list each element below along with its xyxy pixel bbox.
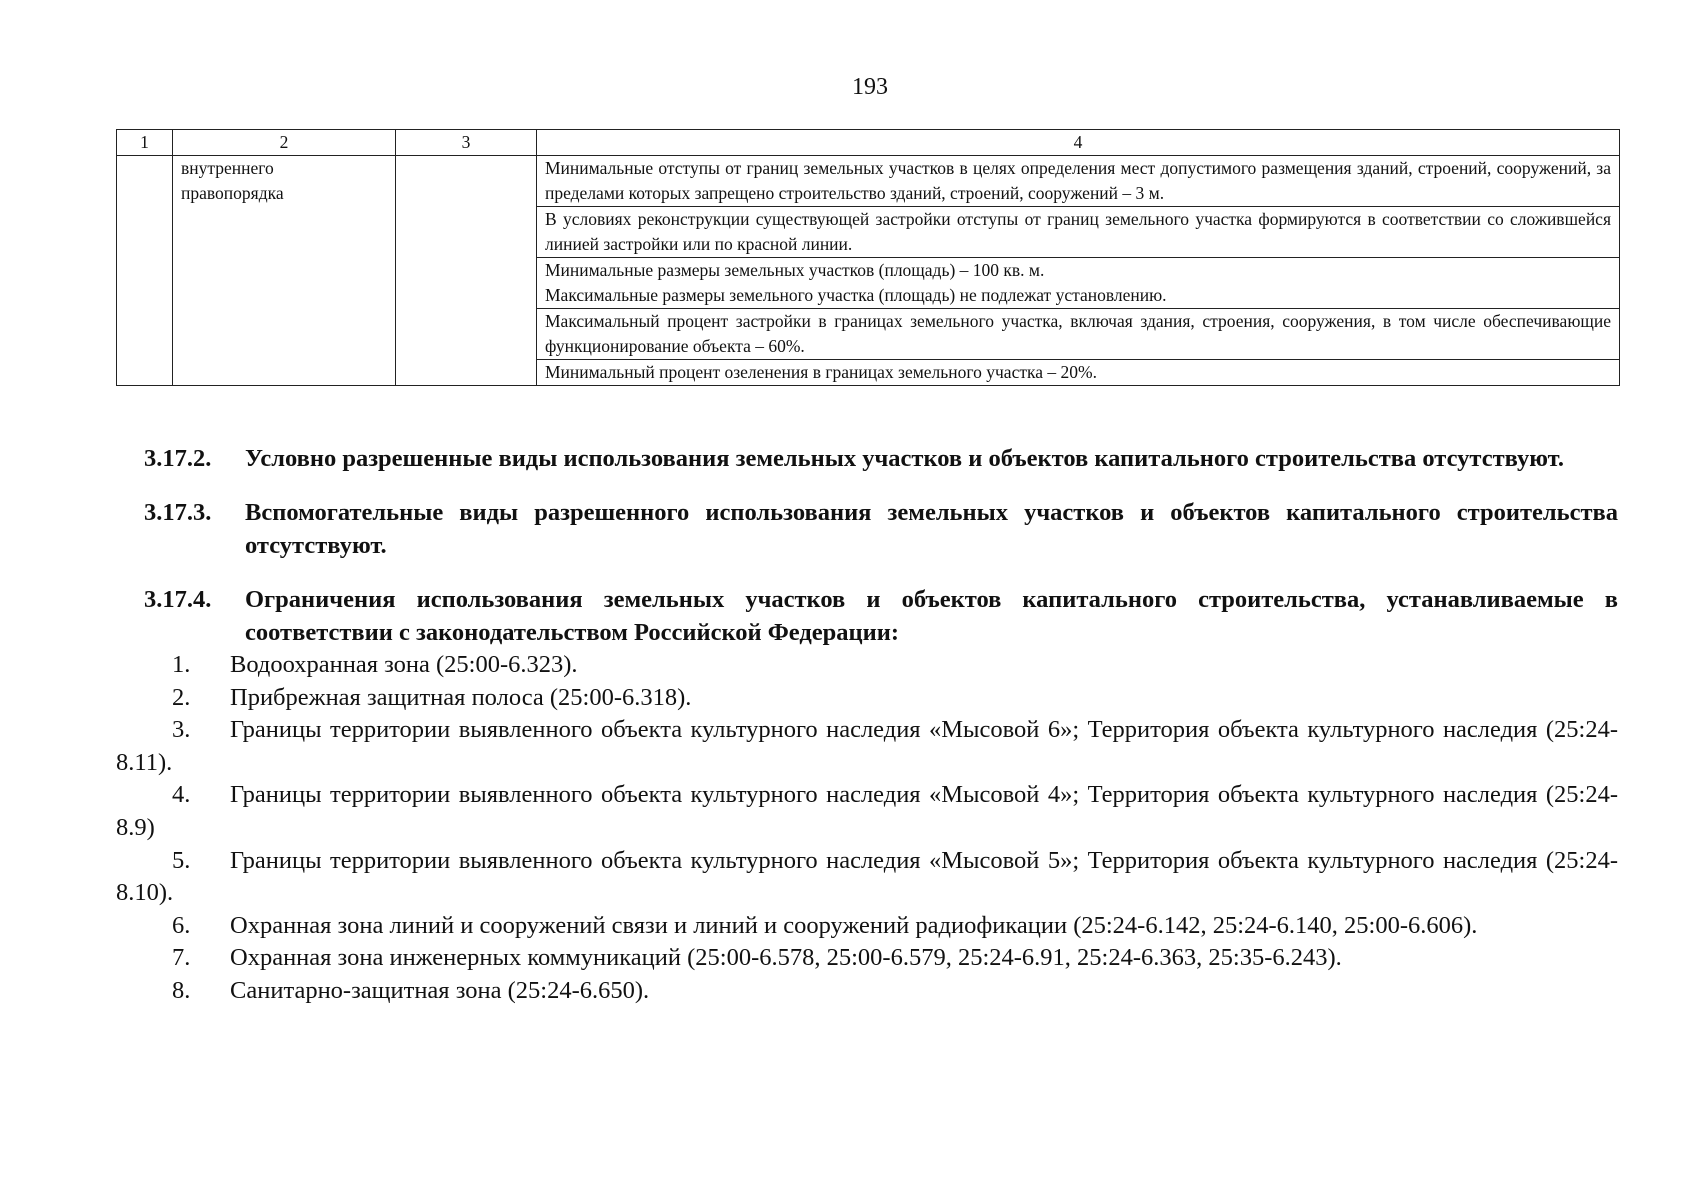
table-row [117, 156, 1620, 207]
list-item [116, 714, 1618, 779]
section-text: Ограничения использования земельных участков и объектов капитального строительства, устанавливаемые в соответствии с законодательством Российской Федерации: [245, 586, 1618, 646]
list-item-text: Границы территории выявленного объекта культурного наследия «Мысовой 4»; Территория объекта культурного наследия (25:24-8.9) [116, 781, 1618, 841]
section-text: Условно разрешенные виды использования земельных участков и объектов капитального строительства отсутствуют. [245, 445, 1565, 472]
list-item [116, 845, 1618, 910]
use-name-line: правопорядка [181, 183, 284, 203]
list-item [116, 942, 1618, 975]
list-item-text: Границы территории выявленного объекта культурного наследия «Мысовой 5»; Территория объекта культурного наследия (25:24-8.10). [116, 846, 1618, 907]
parameter-line: Максимальные размеры земельного участка (площадь) не подлежат установлению. [545, 285, 1167, 305]
list-item-number: 7. [172, 944, 191, 972]
table-header-row [117, 130, 1620, 156]
table-cell-col3 [396, 156, 537, 386]
page-number: 193 [852, 74, 888, 100]
list-item-text: Водоохранная зона (25:00-6.323). [230, 651, 578, 678]
list-item-number: 6. [172, 911, 191, 939]
list-item-number: 3. [172, 716, 191, 744]
table-cell-parameter: Максимальный процент застройки в границах земельного участка, включая здания, строения, сооружения, в том числе обеспечивающие функционирование объекта – 60%. [537, 309, 1620, 360]
list-item [116, 975, 1618, 1008]
list-item [116, 682, 1618, 715]
parameter-line: Минимальные размеры земельных участков (площадь) – 100 кв. м. [545, 260, 1045, 280]
section-heading [116, 583, 1618, 649]
table-cell-use-name [173, 156, 396, 386]
section-text: Вспомогательные виды разрешенного использования земельных участков и объектов капитального строительства отсутствуют. [245, 499, 1618, 559]
list-item [116, 779, 1618, 844]
column-header: 2 [173, 130, 396, 156]
list-item [116, 910, 1618, 943]
list-item-number: 5. [172, 846, 191, 874]
section-heading [116, 442, 1618, 475]
table-cell-parameter [537, 258, 1620, 309]
land-use-table [116, 129, 1620, 386]
column-header: 4 [537, 130, 1620, 156]
section-number: 3.17.3. [144, 499, 212, 526]
section-number: 3.17.4. [144, 586, 212, 613]
section-heading [116, 496, 1618, 562]
list-item [116, 649, 1618, 682]
table-cell-parameter: В условиях реконструкции существующей застройки отступы от границ земельного участка формируются в соответствии со сложившейся линией застройки или по красной линии. [537, 207, 1620, 258]
table-cell-parameter: Минимальные отступы от границ земельных участков в целях определения мест допустимого размещения зданий, строений, сооружений, за пределами которых запрещено строительство зданий, строений, сооружений – 3 м. [537, 156, 1620, 207]
table-cell-parameter: Минимальный процент озеленения в границах земельного участка – 20%. [537, 360, 1620, 386]
list-item-number: 4. [172, 781, 191, 809]
list-item-text: Прибрежная защитная полоса (25:00-6.318). [230, 683, 692, 711]
section-number: 3.17.2. [144, 445, 212, 472]
use-name-line: внутреннего [181, 158, 274, 178]
column-header: 3 [396, 130, 537, 156]
table-cell-col1 [117, 156, 173, 386]
list-item-number: 8. [172, 976, 191, 1004]
list-item-text: Границы территории выявленного объекта культурного наследия «Мысовой 6»; Территория объекта культурного наследия (25:24-8.11). [116, 716, 1618, 776]
sections-block [116, 442, 1618, 1008]
list-item-number: 1. [172, 651, 191, 678]
list-item-text: Санитарно-защитная зона (25:24-6.650). [230, 976, 650, 1004]
column-header: 1 [117, 130, 173, 156]
list-item-text: Охранная зона инженерных коммуникаций (25:00-6.578, 25:00-6.579, 25:24-6.91, 25:24-6.363, 25:35-6.243). [230, 944, 1342, 972]
restrictions-list [116, 649, 1618, 1008]
list-item-number: 2. [172, 683, 191, 711]
list-item-text: Охранная зона линий и сооружений связи и линий и сооружений радиофикации (25:24-6.142, 25:24-6.140, 25:00-6.606). [230, 911, 1478, 939]
